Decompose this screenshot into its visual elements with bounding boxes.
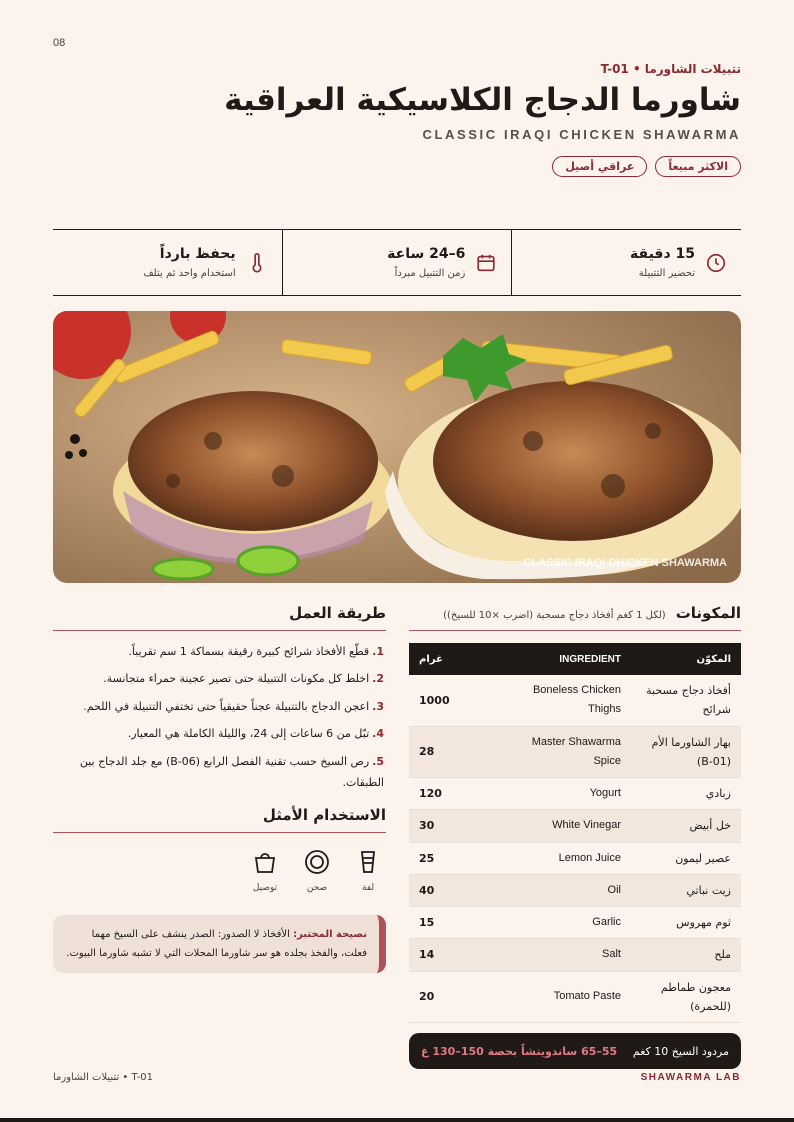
list-item (53, 723, 386, 744)
ingredient-ar: بهار الشاورما الأم (B-01) (631, 726, 741, 778)
stats-bar (53, 229, 741, 296)
ingredients-section (409, 604, 741, 1069)
ingredient-ar: عصير ليمون (631, 842, 741, 874)
ingredient-en: Salt (509, 939, 631, 971)
yield-label: مردود السيخ 10 كغم (632, 1044, 729, 1058)
plate-icon (304, 849, 330, 875)
table-row (409, 675, 741, 726)
ingredient-en: Oil (509, 874, 631, 906)
stat-marinate-time (282, 230, 512, 295)
delivery-bag-icon (252, 849, 278, 875)
ingredient-grams: 120 (409, 778, 509, 810)
ingredients-header (409, 604, 741, 631)
step-text: رص السيخ حسب تقنية الفصل الرابع (B-06) مع جلد الدجاج بين الطبقات. (79, 754, 384, 790)
ingredient-ar: أفخاذ دجاج مسحبة شرائح (631, 675, 741, 726)
stat-storage (53, 230, 282, 295)
tip-label: نصيحة المختبر: (293, 928, 367, 940)
usage-delivery (252, 849, 278, 893)
list-item (53, 696, 386, 717)
list-item (53, 751, 386, 794)
ingredient-en: Master Shawarma Spice (509, 726, 631, 778)
step-number: 5. (372, 754, 384, 768)
list-item (53, 641, 386, 662)
ingredient-ar: معجون طماطم (للحمرة) (631, 971, 741, 1023)
usage-label: لفة (361, 882, 375, 893)
table-header-row (409, 643, 741, 675)
stat-value: 6–24 ساعة (387, 246, 466, 262)
ingredient-ar: ملح (631, 939, 741, 971)
table-row (409, 810, 741, 842)
ingredients-table (409, 643, 741, 1023)
page-title: شاورما الدجاج الكلاسيكية العراقية (224, 82, 741, 118)
section-kicker: تتبيلات الشاورما • T-01 (600, 62, 741, 76)
english-subtitle: CLASSIC IRAQI CHICKEN SHAWARMA (422, 127, 741, 143)
method-title: طريقة العمل (289, 604, 386, 622)
bottom-rule (0, 1118, 794, 1122)
thermometer-icon (246, 252, 268, 274)
ingredient-grams: 20 (409, 971, 509, 1023)
ingredient-ar: زبادي (631, 778, 741, 810)
ingredient-en: Garlic (509, 907, 631, 939)
table-row (409, 874, 741, 906)
wrap-icon (356, 849, 380, 875)
hero-caption: CLASSIC IRAQI CHICKEN SHAWARMA (523, 557, 727, 569)
ingredient-grams: 14 (409, 939, 509, 971)
method-section (53, 604, 386, 973)
method-header (53, 604, 386, 631)
step-number: 4. (372, 727, 384, 741)
ingredient-grams: 25 (409, 842, 509, 874)
clock-icon (705, 252, 727, 274)
yield-value: 55–65 ساندويتشاً بحصة 150–130 غ (421, 1044, 618, 1058)
step-number: 1. (372, 645, 384, 658)
yield-bar (409, 1033, 741, 1069)
recipe-header (53, 62, 741, 177)
ingredient-grams: 1000 (409, 675, 509, 726)
usage-plate (304, 849, 330, 893)
footer-section-label: تتبيلات الشاورما • T-01 (53, 1072, 154, 1083)
calendar-icon (475, 252, 497, 274)
ingredient-grams: 28 (409, 726, 509, 778)
lab-tip (53, 915, 386, 973)
tip-text: الأفخاذ لا الصدور: الصدر ينشف على السيخ مهما فعلت، والفخذ بجلده هو سر شاورما المحلات التي لا تشبه شاورما البيوت. (66, 928, 367, 959)
step-text: اعجن الدجاج بالتتبيلة عجناً حقيقياً حتى تختفي التتبيلة في اللحم. (83, 699, 370, 713)
step-text: قطّع الأفخاذ شرائح كبيرة رقيقة بسماكة 1 سم تقريباً. (128, 645, 370, 658)
ingredients-title: المكونات (675, 604, 741, 622)
column-header-grams: غرام (409, 643, 509, 675)
usage-wrap (356, 849, 380, 893)
column-header-en: INGREDIENT (509, 643, 631, 675)
stat-label: تحضير التتبيلة (638, 268, 695, 279)
stat-value: يحفظ بارداً (159, 246, 236, 262)
ingredient-en: White Vinegar (509, 810, 631, 842)
step-text: تبّل من 6 ساعات إلى 24، والليلة الكاملة هي المعيار. (127, 727, 370, 741)
authentic-iraqi-badge: عراقي أصيل (552, 156, 647, 177)
usage-header (53, 806, 386, 833)
method-steps (53, 641, 386, 794)
table-row (409, 726, 741, 778)
ingredient-grams: 15 (409, 907, 509, 939)
ingredient-en: Lemon Juice (509, 842, 631, 874)
shawarma-photo-illustration (53, 311, 741, 583)
page-number: 08 (53, 37, 66, 49)
ingredient-ar: ثوم مهروس (631, 907, 741, 939)
ingredient-grams: 40 (409, 874, 509, 906)
ingredient-grams: 30 (409, 810, 509, 842)
usage-title: الاستخدام الأمثل (262, 805, 386, 824)
step-text: اخلط كل مكونات التتبيلة حتى تصير عجينة حمراء متجانسة. (103, 672, 370, 686)
table-row (409, 842, 741, 874)
ingredient-en: Yogurt (509, 778, 631, 810)
table-row (409, 971, 741, 1023)
ingredient-ar: خل أبيض (631, 810, 741, 842)
step-number: 3. (372, 699, 384, 713)
table-row (409, 778, 741, 810)
badge-row (53, 156, 741, 177)
ingredient-en: Boneless Chicken Thighs (509, 675, 631, 726)
step-number: 2. (372, 672, 384, 686)
stat-label: زمن التتبيل مبرداً (394, 268, 466, 279)
table-row (409, 907, 741, 939)
ingredients-note: (لكل 1 كغم أفخاذ دجاج مسحبة (اضرب ×10 للسيخ)) (443, 610, 666, 621)
stat-label: استخدام واحد ثم يتلف (143, 268, 236, 279)
ingredient-en: Tomato Paste (509, 971, 631, 1023)
usage-label: صحن (306, 882, 328, 893)
ingredient-ar: زيت نباتي (631, 874, 741, 906)
stat-prep-time (511, 230, 741, 295)
list-item (53, 668, 386, 689)
table-row (409, 939, 741, 971)
column-header-ar: المكوّن (631, 643, 741, 675)
hero-photo (53, 311, 741, 583)
bestseller-badge: الاكثر مبيعاً (655, 156, 741, 177)
usage-icons (53, 849, 386, 893)
usage-label: توصيل (252, 882, 278, 893)
stat-value: 15 دقيقة (630, 246, 695, 262)
footer-brand: SHAWARMA LAB (640, 1072, 741, 1083)
